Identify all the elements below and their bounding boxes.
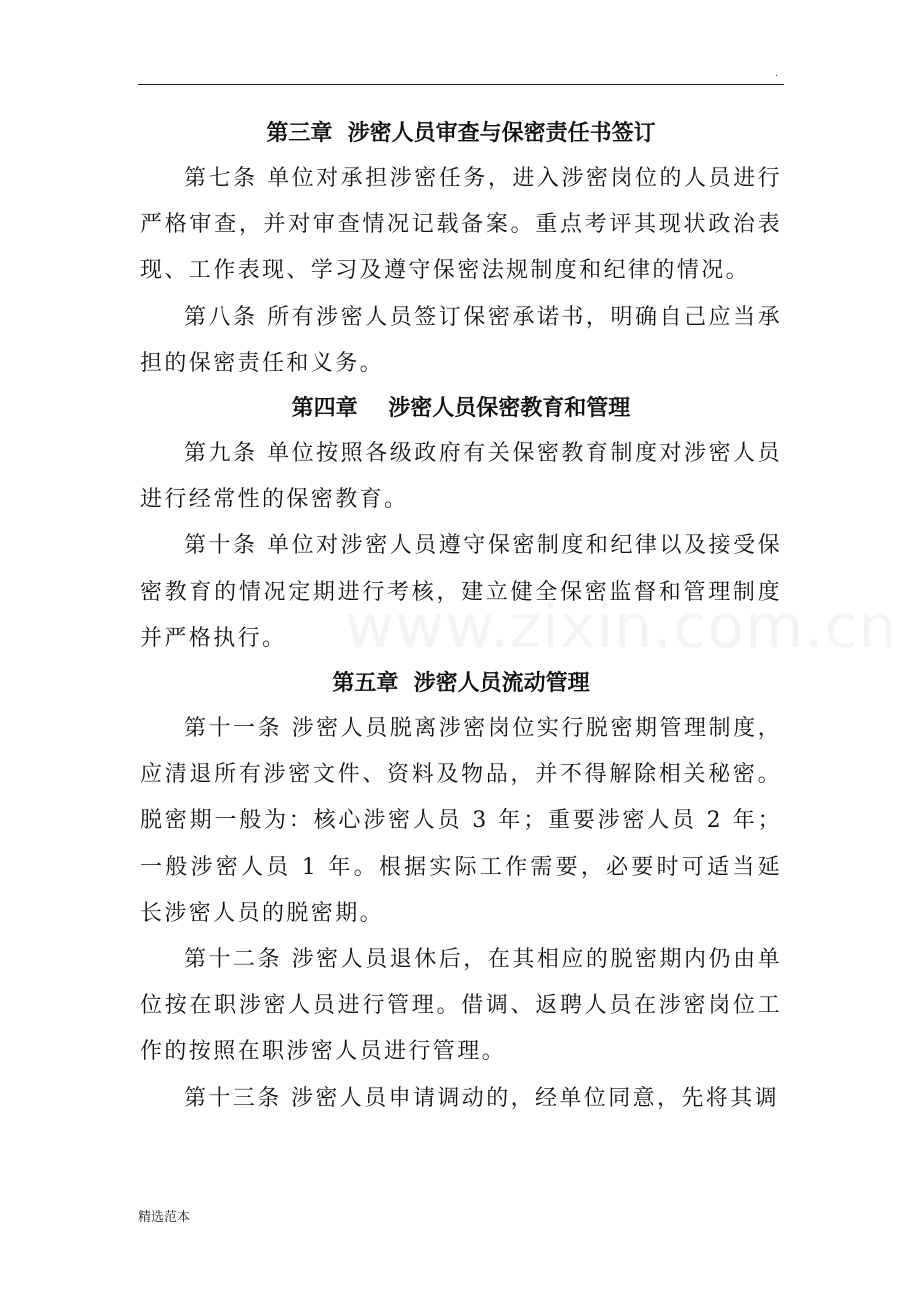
article-8: 第八条 所有涉密人员签订保密承诺书，明确自己应当承担的保密责任和义务。 [140,304,782,376]
header-marker: . [775,68,779,79]
chapter-title: 第五章 涉密人员流动管理 [332,671,590,697]
article-10: 第十条 单位对涉密人员遵守保密制度和纪律以及接受保密教育的情况定期进行考核，建立健全保密监督和管理制度并严格执行。 [140,533,782,651]
article-11: 第十一条 涉密人员脱离涉密岗位实行脱密期管理制度，应清退所有涉密文件、资料及物品，并不得解除相关秘密。脱密期一般为：核心涉密人员 3 年；重要涉密人员 2 年；一般涉密人员 1 年。根据实际工作需要，必要时可适当延长涉密人员的脱密期。 [140,716,782,926]
article-9: 第九条 单位按照各级政府有关保密教育制度对涉密人员进行经常性的保密教育。 [140,441,782,513]
chapter-5 [140,662,782,1122]
footer-label: 精选范本 [138,1210,191,1225]
chapter-title: 第三章 涉密人员审查与保密责任书签订 [266,121,656,146]
chapter-4 [140,387,782,662]
document-body [140,112,782,1122]
article-13: 第十三条 涉密人员申请调动的，经单位同意，先将其调 [184,1085,779,1111]
article-7: 第七条 单位对承担涉密任务，进入涉密岗位的人员进行严格审查，并对审查情况记载备案。重点考评其现状政治表现、工作表现、学习及遵守保密法规制度和纪律的情况。 [140,166,782,284]
header-rule [138,84,784,85]
chapter-title: 第四章 涉密人员保密教育和管理 [291,396,631,422]
chapter-3 [140,112,782,387]
article-12: 第十二条 涉密人员退休后，在其相应的脱密期内仍由单位按在职涉密人员进行管理。借调、返聘人员在涉密岗位工作的按照在职涉密人员进行管理。 [140,947,782,1065]
